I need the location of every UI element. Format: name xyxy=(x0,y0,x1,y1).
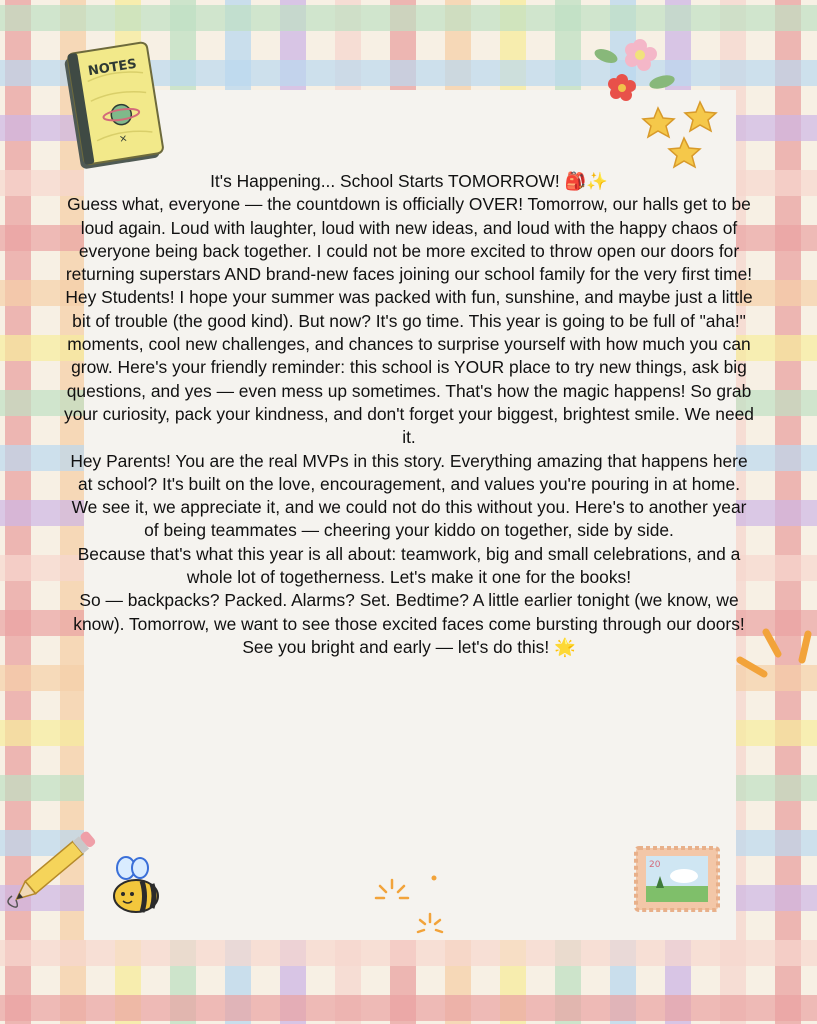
letter-paragraph-teamwork: Because that's what this year is all about: teamwork, big and small celebrations, and a whole lot of togetherness. Let's make it one for the books! xyxy=(77,543,741,588)
letter-body xyxy=(64,170,754,659)
notebook-icon xyxy=(58,38,166,176)
stamp-number: 20 xyxy=(649,860,661,870)
letter-paragraph-parents: Hey Parents! You are the real MVPs in this story. Everything amazing that happens here at school? It's built on the love, encouragement, and values you're pouring in at home. We see it, we appreciate it, and we could not do this without you. Here's to another year of being teammates — cheering your kiddo on together, side by side. xyxy=(70,450,748,541)
star-icon xyxy=(638,100,724,176)
notebook-label: NOTES xyxy=(87,56,138,80)
bee-icon xyxy=(108,854,174,920)
flower-icon xyxy=(592,38,682,108)
letter-paragraph-reminder: So — backpacks? Packed. Alarms? Set. Bedtime? A little earlier tonight (we know, we know). Tomorrow, we want to see those excited faces come bursting through our doors! xyxy=(73,590,745,634)
pencil-icon xyxy=(2,826,106,912)
stamp-icon xyxy=(634,846,720,912)
letter-signoff: See you bright and early — let's do this! 🌟 xyxy=(242,636,576,657)
letter-title: It's Happening... School Starts TOMORROW! 🎒✨ xyxy=(210,171,608,191)
svg-text:×: × xyxy=(118,133,129,146)
sparkle-icon xyxy=(370,872,446,938)
letter-paragraph-students: Hey Students! I hope your summer was packed with fun, sunshine, and maybe just a little bit of trouble (the good kind). But now? It's go time. This year is going to be full of "aha!" moments, cool new challenges, and chances to surprise yourself with how much you can grow. Here's your friendly reminder: this school is YOUR place to try new things, ask big questions, and yes — even mess up sometimes. That's how the magic happens! So grab your curiosity, pack your kindness, and don't forget your biggest, brightest smile. We need it. xyxy=(64,287,754,448)
letter-paragraph-intro: Guess what, everyone — the countdown is officially OVER! Tomorrow, our halls get to be loud again. Loud with laughter, loud with new ideas, and loud with the happy chaos of everyone being back together. I could not be more excited to throw open our doors for returning superstars AND brand-new faces joining our school family for the very first time! xyxy=(65,194,753,285)
